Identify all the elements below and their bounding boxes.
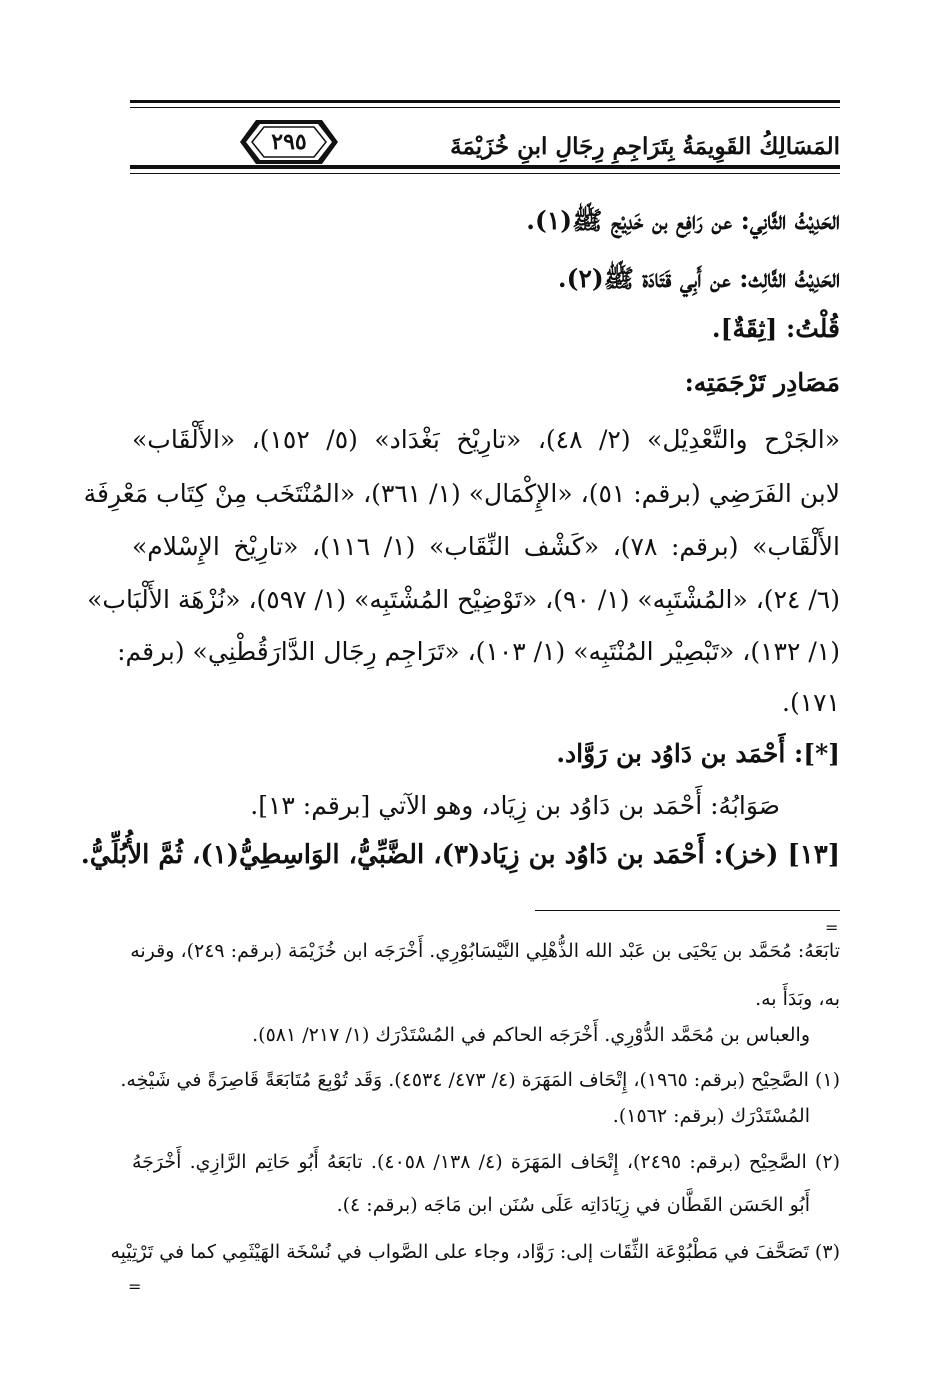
verdict: قُلْتُ: [ثِقَةٌ].	[711, 314, 840, 343]
header-rule	[130, 100, 840, 103]
footnote-2: (٢) الصَّحِيْح (برقم: ٢٤٩٥)، إِتْحَاف المَهَرَة (٤/ ١٣٨/ ٤٠٥٨). تابَعَهُ أَبُو حَاتِم الرَّازِي. أَخْرَجَهُ	[132, 1151, 840, 1173]
correction-note: صَوَابُهُ: أَحْمَد بن دَاوُد بن زِيَاد، وهو الآتي [برقم: ١٣].	[250, 791, 780, 820]
footnote-2-cont: أَبُو الحَسَن القَطَّان في زِيَادَاتِه عَلَى سُنَن ابن مَاجَه (برقم: ٤).	[336, 1194, 810, 1216]
sources-line: «الجَرْح والتَّعْدِيْل» (٢/ ٤٨)، «تارِيْخ بَغْدَاد» (٥/ ١٥٢)، «الأَلْقَاب»	[132, 425, 840, 454]
footnote-1-cont: المُسْتَدْرَك (برقم: ١٥٦٢).	[612, 1105, 810, 1127]
header-rule	[130, 173, 840, 174]
page-number: ٢٩٥	[271, 129, 307, 155]
sources-line: (٦/ ٢٤)، «المُشْتَبِه» (١/ ٩٠)، «تَوْضِيْح المُشْتَبِه» (١/ ٥٩٧)، «نُزْهَة الأَلْبَاب»	[87, 585, 840, 614]
sources-line: (١/ ١٣٢)، «تَبْصِيْر المُنْتَبِه» (١/ ١٠٣)، «تَرَاجِم رِجَال الدَّارَقُطْنِي» (برقم:	[117, 637, 840, 666]
sources-line: الأَلْقَاب» (برقم: ٧٨)، «كَشْف النِّقَاب» (١/ ١١٦)، «تارِيْخ الإِسْلام»	[132, 532, 840, 561]
hadith-second: الحَدِيْثُ الثَّانِي: عن رَافِع بن خَدِيْج ﷺ(١).	[526, 206, 840, 235]
footnote-1: (١) الصَّحِيْح (برقم: ١٩٦٥)، إِتْحَاف المَهَرَة (٤/ ٤٧٣/ ٤٥٣٤). وَقَد تُوْبِعَ مُتَابَعَةً قَاصِرَةً في شَيْخِه.	[120, 1069, 840, 1091]
continuation-mark: =	[825, 918, 839, 937]
continuation-mark: =	[128, 1277, 142, 1296]
sources-heading: مَصَادِر تَرْجَمَتِه:	[684, 368, 840, 397]
footnote-line: والعباس بن مُحَمَّد الدُّوْرِي. أَخْرَجَه الحاكم في المُسْتَدْرَك (١/ ٢١٧/ ٥٨١).	[252, 1024, 810, 1046]
footnote-line: تابَعَهُ: مُحَمَّد بن يَحْيَى بن عَبْد الله الذُّهْلِي النَّيْسَابُوْرِي. أَخْرَجَه ابن خُزَيْمَة (برقم: ٢٤٩)، وقرنه	[130, 940, 840, 962]
header-rule	[130, 107, 840, 108]
star-entry: [*]: أَحْمَد بن دَاوُد بن رَوَّاد.	[556, 739, 840, 768]
sources-line: ١٧١).	[782, 688, 840, 717]
running-title: المَسَالِكُ القَوِيمَةُ بِتَرَاجِمِ رِجَالِ ابنِ خُزَيْمَةَ	[450, 133, 840, 160]
footnote-3: (٣) تَصَحَّفَ في مَطْبُوْعَة الثِّقَات إلى: رَوَّاد، وجاء على الصَّواب في نُسْخَة الهَيْثَمِي كما في تَرْتِيْبِه	[110, 1241, 840, 1263]
footnote-line: به، وبَدَأَ به.	[755, 988, 840, 1010]
header-rule	[130, 165, 840, 169]
hadith-third: الحَدِيْثُ الثَّالِث: عن أَبِي قَتَادَة ﷺ(٢).	[557, 264, 840, 293]
sources-line: لابن الفَرَضِي (برقم: ٥١)، «الإِكْمَال» (١/ ٣٦١)، «المُنْتَخَب مِنْ كِتَاب مَعْرِفَة	[83, 479, 840, 508]
footnote-separator	[535, 910, 840, 911]
entry-13-heading: [١٣] (خز): أَحْمَد بن دَاوُد بن زِيَاد(٣)، الضَّبِّيُّ، الوَاسِطِيُّ(١)، ثُمَّ الأُبُلِّيُّ.	[80, 840, 840, 870]
